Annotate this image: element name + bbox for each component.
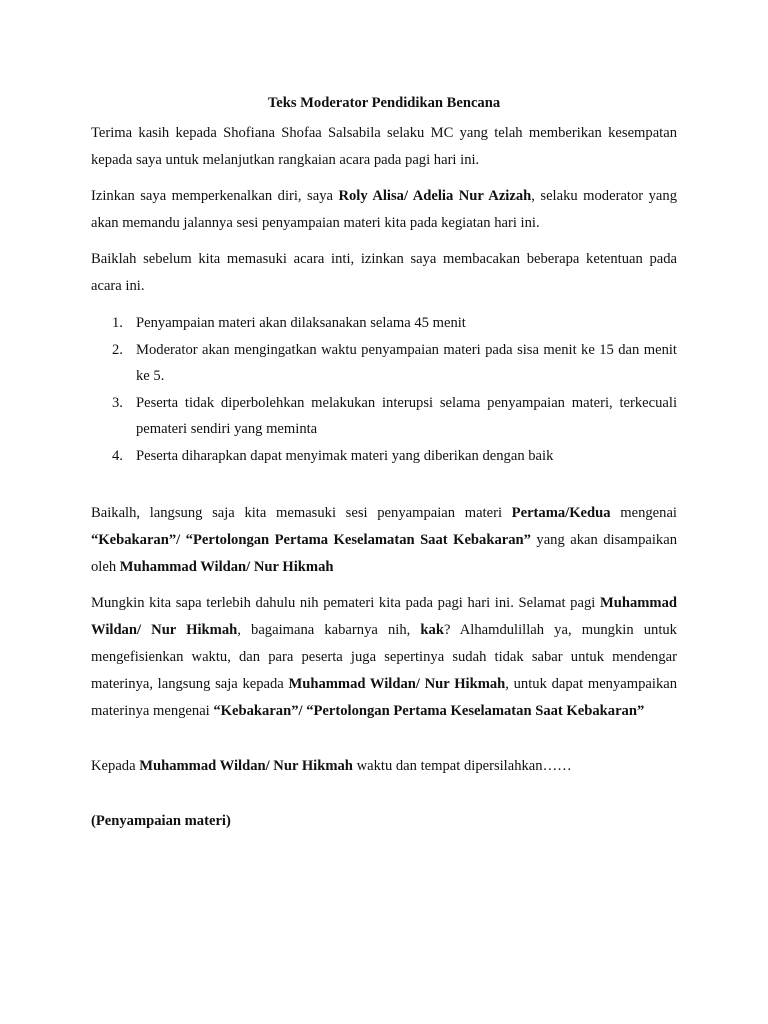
speaker-name: Muhammad Wildan/ Nur Hikmah <box>139 758 353 774</box>
list-number: 3. <box>112 394 123 411</box>
stage-note: (Penyampaian materi) <box>91 813 231 829</box>
paragraph-opening: Terima kasih kepada Shofiana Shofaa Salsabila selaku MC yang telah memberikan kesempatan kepada saya untuk melanjutkan rangkaian acara pada pagi hari ini. <box>91 125 677 168</box>
honorific: kak <box>420 622 444 638</box>
document-title: Teks Moderator Pendidikan Bencana <box>267 95 501 111</box>
speaker-name: Muhammad Wildan/ Nur Hikmah <box>119 559 334 575</box>
paragraph-greeting <box>91 590 677 725</box>
text-run: , selaku moderator yang akan memandu jalannya sesi penyampaian materi kita pada kegiatan hari ini. <box>91 188 677 231</box>
paragraph-introduction <box>91 183 677 237</box>
list-item <box>91 337 677 390</box>
speaker-name: Muhammad Wildan/ Nur Hikmah <box>91 595 677 638</box>
text-run: yang akan disampaikan oleh <box>91 532 677 575</box>
text-run: ? Alhamdulillah ya, mungkin untuk mengefisienkan waktu, dan para peserta juga sepertinya sudah tidak sabar untuk mendengar materinya, langsung saja kepada <box>91 622 677 692</box>
list-item <box>91 443 677 470</box>
material-topic: “Kebakaran”/ “Pertolongan Pertama Keselamatan Saat Kebakaran” <box>213 703 645 719</box>
text-run: waktu dan tempat dipersilahkan…… <box>352 758 572 774</box>
session-order: Pertama/Kedua <box>511 505 611 521</box>
paragraph-stage-note <box>91 808 677 835</box>
document-page <box>91 93 677 835</box>
speaker-name: Muhammad Wildan/ Nur Hikmah <box>288 676 506 692</box>
list-number: 1. <box>112 315 123 331</box>
text-run: Baikalh, langsung saja kita memasuki sesi penyampaian materi <box>91 505 512 521</box>
text-run: Kepada <box>91 758 140 774</box>
text-run: Izinkan saya memperkenalkan diri, saya <box>91 188 339 204</box>
list-text: Peserta tidak diperbolehkan melakukan interupsi selama penyampaian materi, terkecuali pemateri sendiri yang meminta <box>136 394 677 437</box>
list-item <box>91 390 677 443</box>
moderator-name: Roly Alisa/ Adelia Nur Azizah <box>338 188 532 204</box>
rules-list <box>91 310 677 469</box>
paragraph-session-start <box>91 500 677 581</box>
list-item <box>91 310 677 337</box>
text-run: mengenai <box>610 505 677 521</box>
list-number: 2. <box>112 341 123 358</box>
text-run: , bagaimana kabarnya nih, <box>237 622 421 638</box>
paragraph-handover <box>91 753 677 780</box>
list-text: Peserta diharapkan dapat menyimak materi yang diberikan dengan baik <box>136 447 554 464</box>
text-run: , untuk dapat menyampaikan materinya mengenai <box>91 676 678 719</box>
list-number: 4. <box>112 447 123 464</box>
paragraph-rules-intro: Baiklah sebelum kita memasuki acara inti, izinkan saya membacakan beberapa ketentuan pada acara ini. <box>91 251 677 294</box>
text-run: Mungkin kita sapa terlebih dahulu nih pemateri kita pada pagi hari ini. Selamat pagi <box>91 595 600 611</box>
list-text: Penyampaian materi akan dilaksanakan selama 45 menit <box>136 315 466 331</box>
list-text: Moderator akan mengingatkan waktu penyampaian materi pada sisa menit ke 15 dan menit ke 5. <box>136 341 677 384</box>
material-topic: “Kebakaran”/ “Pertolongan Pertama Keselamatan Saat Kebakaran” <box>91 532 531 548</box>
